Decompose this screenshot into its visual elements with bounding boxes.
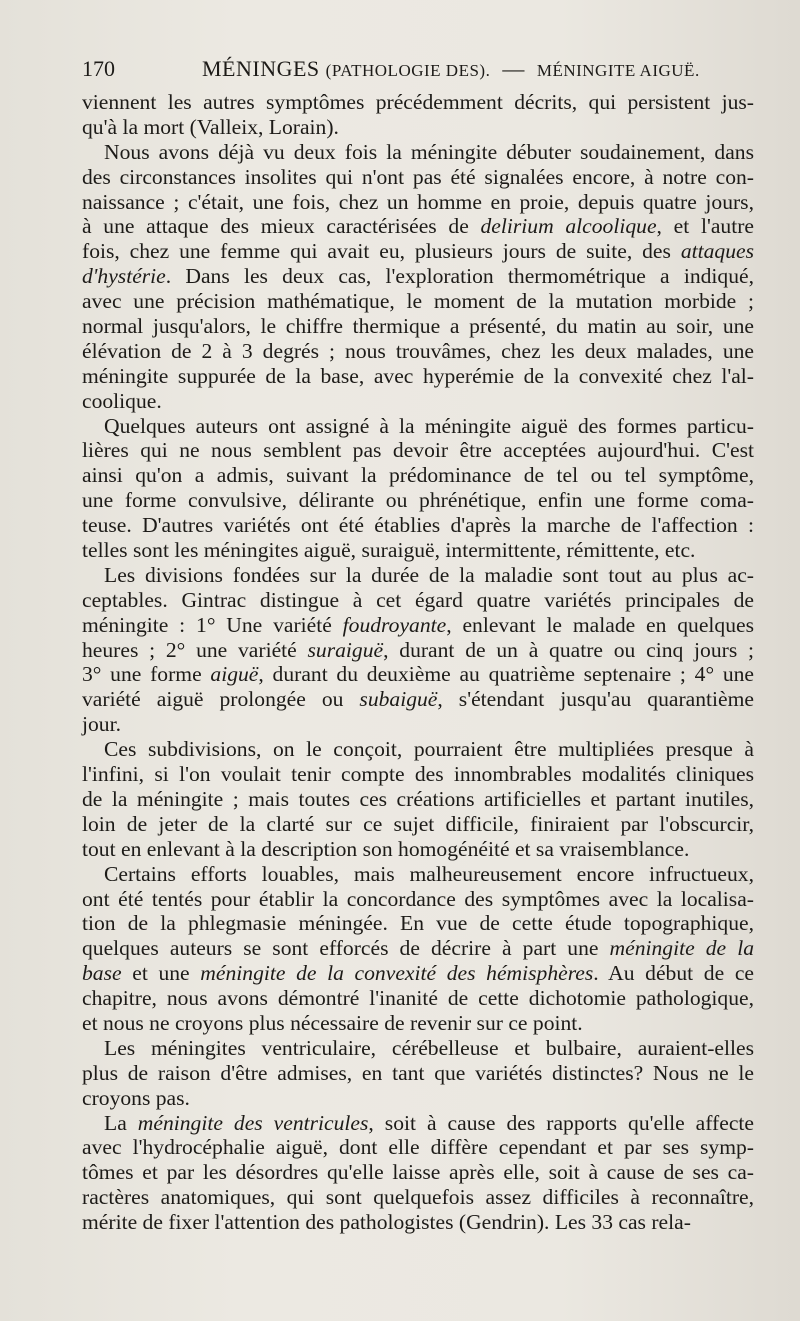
running-title (202, 56, 700, 82)
text-line: ractères anatomiques, qui sont quelquefois assez difficiles à reconnaître, (82, 1185, 754, 1210)
text-line: d'hystérie. Dans les deux cas, l'exploration thermométrique a indiqué, (82, 264, 754, 289)
text-line: tion de la phlegmasie méningée. En vue de cette étude topographique, (82, 911, 754, 936)
text-line: croyons pas. (82, 1085, 190, 1110)
text-line: 3° une forme aiguë, durant du deuxième au quatrième septenaire ; 4° une (82, 662, 755, 687)
text-line: chapitre, nous avons démontré l'inanité de cette dichotomie pathologique, (82, 986, 754, 1011)
paragraph (82, 862, 754, 1036)
text-line: lières qui ne nous semblent pas devoir être acceptées aujourd'hui. C'est (82, 438, 754, 463)
text-line: l'infini, si l'on voulait tenir compte des innombrables modalités cliniques (82, 762, 754, 787)
paragraph (82, 414, 754, 563)
text-line: ceptables. Gintrac distingue à cet égard quatre variétés principales de (82, 587, 754, 612)
paragraph (82, 1111, 754, 1235)
running-title-sub: (PATHOLOGIE DES). (325, 61, 491, 80)
text-line: Certains efforts louables, mais malheureusement encore infructueux, (104, 861, 754, 886)
text-line: une forme convulsive, délirante ou phrénétique, enfin une forme coma- (82, 488, 754, 513)
text-line: à une attaque des mieux caractérisées de delirium alcoolique, et l'autre (82, 214, 754, 239)
paragraph (82, 563, 754, 737)
text-line: élévation de 2 à 3 degrés ; nous trouvâmes, chez les deux malades, une (82, 338, 754, 363)
text-line: tômes et par les désordres qu'elle laisse après elle, soit à cause de ses ca- (82, 1160, 754, 1185)
paragraph (82, 1036, 754, 1111)
text-line: naissance ; c'était, une fois, chez un homme en proie, depuis quatre jours, (82, 189, 754, 214)
text-line: plus de raison d'être admises, en tant que variétés distinctes? Nous ne le (82, 1060, 754, 1085)
text-line: normal jusqu'alors, le chiffre thermique a présenté, du matin au soir, une (82, 314, 754, 339)
text-line: Nous avons déjà vu deux fois la méningite débuter soudainement, dans (104, 139, 754, 164)
text-line: ont été tentés pour établir la concordance des symptômes avec la localisa- (82, 886, 754, 911)
running-title-topic: MÉNINGITE AIGUË. (536, 61, 700, 80)
text-line: coolique. (82, 388, 162, 413)
text-line: variété aiguë prolongée ou subaiguë, s'étendant jusqu'au quarantième (82, 687, 754, 712)
text-line: fois, chez une femme qui avait eu, plusieurs jours de suite, des attaques (82, 239, 754, 264)
text-line: jour. (82, 712, 121, 737)
text-line: teuse. D'autres variétés ont été établies d'après la marche de l'affection : (82, 513, 754, 538)
text-line: base et une méningite de la convexité des hémisphères. Au début de ce (82, 961, 754, 986)
text-line: et nous ne croyons plus nécessaire de revenir sur ce point. (82, 1010, 583, 1035)
text-line: méningite : 1° Une variété foudroyante, enlevant le malade en quelques (82, 612, 755, 637)
text-line: avec l'hydrocéphalie aiguë, dont elle diffère cependant et par ses symp- (82, 1135, 754, 1160)
paragraph (82, 737, 754, 861)
page-number: 170 (82, 56, 115, 81)
text-line: viennent les autres symptômes précédemment décrits, qui persistent jus- (82, 90, 754, 114)
text-line: avec une précision mathématique, le moment de la mutation morbide ; (82, 289, 754, 314)
text-line: Quelques auteurs ont assigné à la méningite aiguë des formes particu- (104, 413, 754, 438)
text-line: Les divisions fondées sur la durée de la maladie sont tout au plus ac- (104, 562, 754, 587)
text-line: des circonstances insolites qui n'ont pas été signalées encore, à notre con- (82, 164, 754, 189)
text-line: qu'à la mort (Valleix, Lorain). (82, 114, 339, 139)
running-header (82, 56, 762, 82)
running-title-separator: — (502, 56, 525, 81)
text-line: Les méningites ventriculaire, cérébelleuse et bulbaire, auraient-elles (104, 1035, 754, 1060)
running-title-main: MÉNINGES (202, 56, 320, 81)
paragraph (82, 140, 754, 414)
text-line: Ces subdivisions, on le conçoit, pourraient être multipliées presque à (104, 737, 754, 762)
paragraph (82, 90, 754, 140)
text-line: heures ; 2° une variété suraiguë, durant de un à quatre ou cinq jours ; (82, 637, 755, 662)
body-text (82, 90, 754, 1235)
text-line: ainsi qu'on a admis, suivant la prédominance de tel ou tel symptôme, (82, 463, 754, 488)
text-line: méningite suppurée de la base, avec hyperémie de la convexité chez l'al- (82, 363, 754, 388)
text-line: tout en enlevant à la description son homogénéité et sa vraisemblance. (82, 836, 690, 861)
text-line: mérite de fixer l'attention des pathologistes (Gendrin). Les 33 cas rela- (82, 1210, 691, 1235)
text-line: quelques auteurs se sont efforcés de décrire à part une méningite de la (82, 936, 754, 961)
text-line: de la méningite ; mais toutes ces créations artificielles et partant inutiles, (82, 786, 754, 811)
text-line: La méningite des ventricules, soit à cause des rapports qu'elle affecte (104, 1110, 754, 1135)
text-line: telles sont les méningites aiguë, suraiguë, intermittente, rémittente, etc. (82, 538, 696, 563)
text-line: loin de jeter de la clarté sur ce sujet difficile, finiraient par l'obscurcir, (82, 811, 754, 836)
